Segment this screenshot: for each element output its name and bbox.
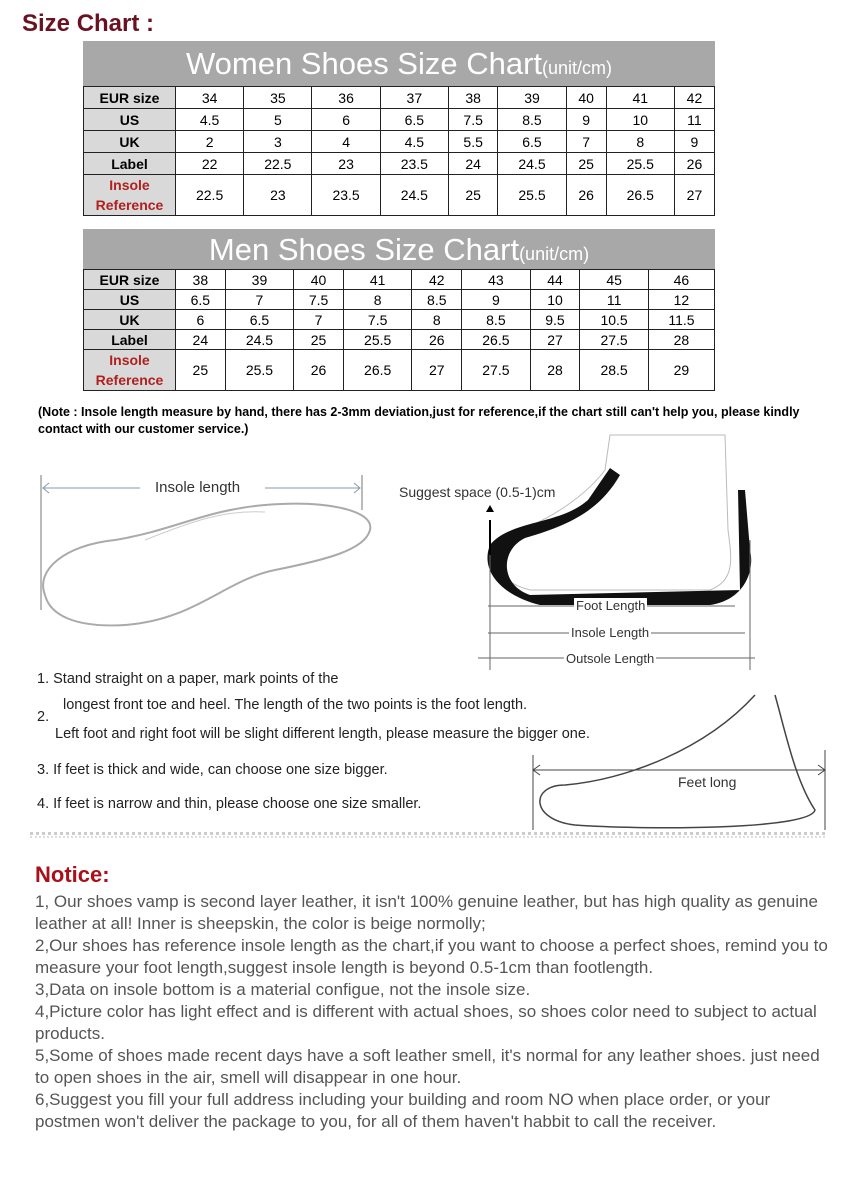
row-header: EUR size — [84, 87, 176, 109]
foot-length-label: Foot Length — [576, 598, 646, 613]
size-cell: 7 — [294, 310, 344, 330]
step-1-continued: longest front toe and heel. The length of the two points is the foot length. — [63, 697, 528, 713]
page-title: Size Chart : — [22, 10, 155, 37]
notice-heading: Notice: — [35, 862, 110, 887]
size-cell: 25.5 — [343, 330, 412, 350]
size-cell: 7.5 — [448, 109, 497, 131]
size-cell: 26 — [566, 175, 606, 216]
size-cell: 46 — [648, 270, 714, 290]
size-cell: 9 — [462, 290, 531, 310]
notice-item: 3,Data on insole bottom is a material configue, not the insole size. — [35, 980, 531, 999]
size-cell: 34 — [176, 87, 244, 109]
outsole-length-label: Outsole Length — [566, 651, 655, 666]
size-row — [84, 270, 715, 290]
size-cell: 25 — [176, 350, 226, 391]
size-row — [84, 153, 715, 175]
size-cell: 35 — [244, 87, 312, 109]
size-cell: 40 — [294, 270, 344, 290]
notice-item: 6,Suggest you fill your full address including your building and room NO when place order, or your postmen won't deliver the package to you, for all of them haven't habbit to call the receiver. — [35, 1090, 771, 1131]
size-row — [84, 330, 715, 350]
size-cell: 24.5 — [380, 175, 448, 216]
notice-list — [35, 891, 835, 1133]
insole-length-label: Insole length — [155, 479, 241, 496]
size-cell: 23 — [244, 175, 312, 216]
size-cell: 26 — [674, 153, 714, 175]
size-cell: 27 — [530, 330, 580, 350]
size-cell: 22.5 — [176, 175, 244, 216]
size-cell: 25.5 — [498, 175, 566, 216]
step-3: 3. If feet is thick and wide, can choose one size bigger. — [37, 762, 388, 778]
size-cell: 5 — [244, 109, 312, 131]
size-cell: 8 — [343, 290, 412, 310]
women-size-chart — [83, 41, 715, 216]
size-cell: 26.5 — [343, 350, 412, 391]
size-cell: 6 — [176, 310, 226, 330]
size-row — [84, 290, 715, 310]
step-1: 1. Stand straight on a paper, mark points of the — [37, 671, 339, 687]
size-cell: 8 — [606, 131, 674, 153]
size-cell: 28.5 — [580, 350, 649, 391]
size-row — [84, 175, 715, 216]
size-cell: 4 — [312, 131, 380, 153]
men-chart-unit: (unit/cm) — [519, 244, 590, 264]
size-row — [84, 350, 715, 391]
size-cell: 3 — [244, 131, 312, 153]
size-cell: 39 — [498, 87, 566, 109]
size-cell: 23.5 — [312, 175, 380, 216]
size-cell: 10 — [606, 109, 674, 131]
row-header: Insole Reference — [84, 175, 176, 216]
size-cell: 5.5 — [448, 131, 497, 153]
size-cell: 8 — [412, 310, 462, 330]
size-cell: 10 — [530, 290, 580, 310]
row-header: Label — [84, 330, 176, 350]
dotted-divider — [30, 832, 825, 838]
size-cell: 7.5 — [294, 290, 344, 310]
size-cell: 6.5 — [380, 109, 448, 131]
size-cell: 4.5 — [176, 109, 244, 131]
women-chart-title-text: Women Shoes Size Chart — [185, 46, 543, 81]
size-cell: 7 — [225, 290, 294, 310]
size-cell: 6.5 — [225, 310, 294, 330]
size-cell: 38 — [448, 87, 497, 109]
men-size-table — [83, 269, 715, 391]
size-row — [84, 87, 715, 109]
size-cell: 42 — [674, 87, 714, 109]
size-cell: 44 — [530, 270, 580, 290]
size-cell: 36 — [312, 87, 380, 109]
size-cell: 8.5 — [498, 109, 566, 131]
size-cell: 27 — [412, 350, 462, 391]
women-chart-unit: (unit/cm) — [542, 58, 613, 78]
row-header: Label — [84, 153, 176, 175]
size-cell: 2 — [176, 131, 244, 153]
size-cell: 38 — [176, 270, 226, 290]
size-cell: 22 — [176, 153, 244, 175]
notice-item: 5,Some of shoes made recent days have a soft leather smell, it's normal for any leather shoes. just need to open shoes in the air, smell will disappear in one hour. — [35, 1046, 820, 1087]
step-2-number: 2. — [37, 709, 50, 725]
size-cell: 23 — [312, 153, 380, 175]
size-cell: 45 — [580, 270, 649, 290]
size-cell: 11 — [580, 290, 649, 310]
notice-item: 4,Picture color has light effect and is different with actual shoes, so shoes color need to subject to actual products. — [35, 1002, 817, 1043]
row-header: US — [84, 109, 176, 131]
men-chart-title — [83, 229, 715, 269]
size-cell: 12 — [648, 290, 714, 310]
size-cell: 27 — [674, 175, 714, 216]
size-cell: 4.5 — [380, 131, 448, 153]
size-cell: 37 — [380, 87, 448, 109]
size-cell: 26.5 — [606, 175, 674, 216]
size-cell: 8.5 — [462, 310, 531, 330]
feet-long-label: Feet long — [678, 774, 737, 790]
size-cell: 7 — [566, 131, 606, 153]
size-row — [84, 109, 715, 131]
suggest-space-label: Suggest space (0.5-1)cm — [399, 484, 556, 500]
size-cell: 28 — [648, 330, 714, 350]
women-chart-title — [83, 41, 715, 86]
row-header: UK — [84, 131, 176, 153]
size-cell: 27.5 — [580, 330, 649, 350]
size-cell: 6.5 — [176, 290, 226, 310]
size-cell: 27.5 — [462, 350, 531, 391]
row-header: US — [84, 290, 176, 310]
size-cell: 42 — [412, 270, 462, 290]
size-cell: 10.5 — [580, 310, 649, 330]
step-4: 4. If feet is narrow and thin, please choose one size smaller. — [37, 796, 422, 812]
size-cell: 9 — [674, 131, 714, 153]
size-row — [84, 310, 715, 330]
size-cell: 25 — [448, 175, 497, 216]
row-header: Insole Reference — [84, 350, 176, 391]
step-2: Left foot and right foot will be slight different length, please measure the bigger one. — [55, 726, 590, 742]
size-cell: 39 — [225, 270, 294, 290]
notice-item: 1, Our shoes vamp is second layer leather, it isn't 100% genuine leather, but has high quality as genuine leather at all! Inner is sheepskin, the color is beige normolly; — [35, 892, 818, 933]
size-cell: 24 — [176, 330, 226, 350]
size-cell: 24 — [448, 153, 497, 175]
foot-side-illustration — [525, 690, 835, 835]
size-cell: 9.5 — [530, 310, 580, 330]
size-cell: 11 — [674, 109, 714, 131]
size-cell: 6 — [312, 109, 380, 131]
size-cell: 28 — [530, 350, 580, 391]
size-cell: 41 — [606, 87, 674, 109]
insole-length-label-2: Insole Length — [571, 625, 650, 640]
row-header: UK — [84, 310, 176, 330]
size-cell: 9 — [566, 109, 606, 131]
size-cell: 25 — [566, 153, 606, 175]
size-cell: 25.5 — [225, 350, 294, 391]
size-cell: 24.5 — [225, 330, 294, 350]
size-cell: 6.5 — [498, 131, 566, 153]
men-size-chart — [83, 229, 715, 391]
size-cell: 26 — [294, 350, 344, 391]
men-chart-title-text: Men Shoes Size Chart — [208, 232, 520, 267]
size-cell: 22.5 — [244, 153, 312, 175]
size-cell: 25 — [294, 330, 344, 350]
size-cell: 29 — [648, 350, 714, 391]
size-cell: 25.5 — [606, 153, 674, 175]
size-row — [84, 131, 715, 153]
measurement-note: (Note : Insole length measure by hand, there has 2-3mm deviation,just for reference,if the chart still can't help you, please kindly contact with our customer service.) — [38, 405, 800, 436]
size-cell: 26 — [412, 330, 462, 350]
size-cell: 8.5 — [412, 290, 462, 310]
row-header: EUR size — [84, 270, 176, 290]
size-cell: 40 — [566, 87, 606, 109]
size-cell: 23.5 — [380, 153, 448, 175]
size-cell: 7.5 — [343, 310, 412, 330]
size-cell: 41 — [343, 270, 412, 290]
women-size-table — [83, 86, 715, 216]
size-cell: 11.5 — [648, 310, 714, 330]
size-cell: 24.5 — [498, 153, 566, 175]
size-cell: 26.5 — [462, 330, 531, 350]
size-cell: 43 — [462, 270, 531, 290]
notice-item: 2,Our shoes has reference insole length as the chart,if you want to choose a perfect shoes, remind you to measure your foot length,suggest insole length is beyond 0.5-1cm than footlength. — [35, 936, 828, 977]
